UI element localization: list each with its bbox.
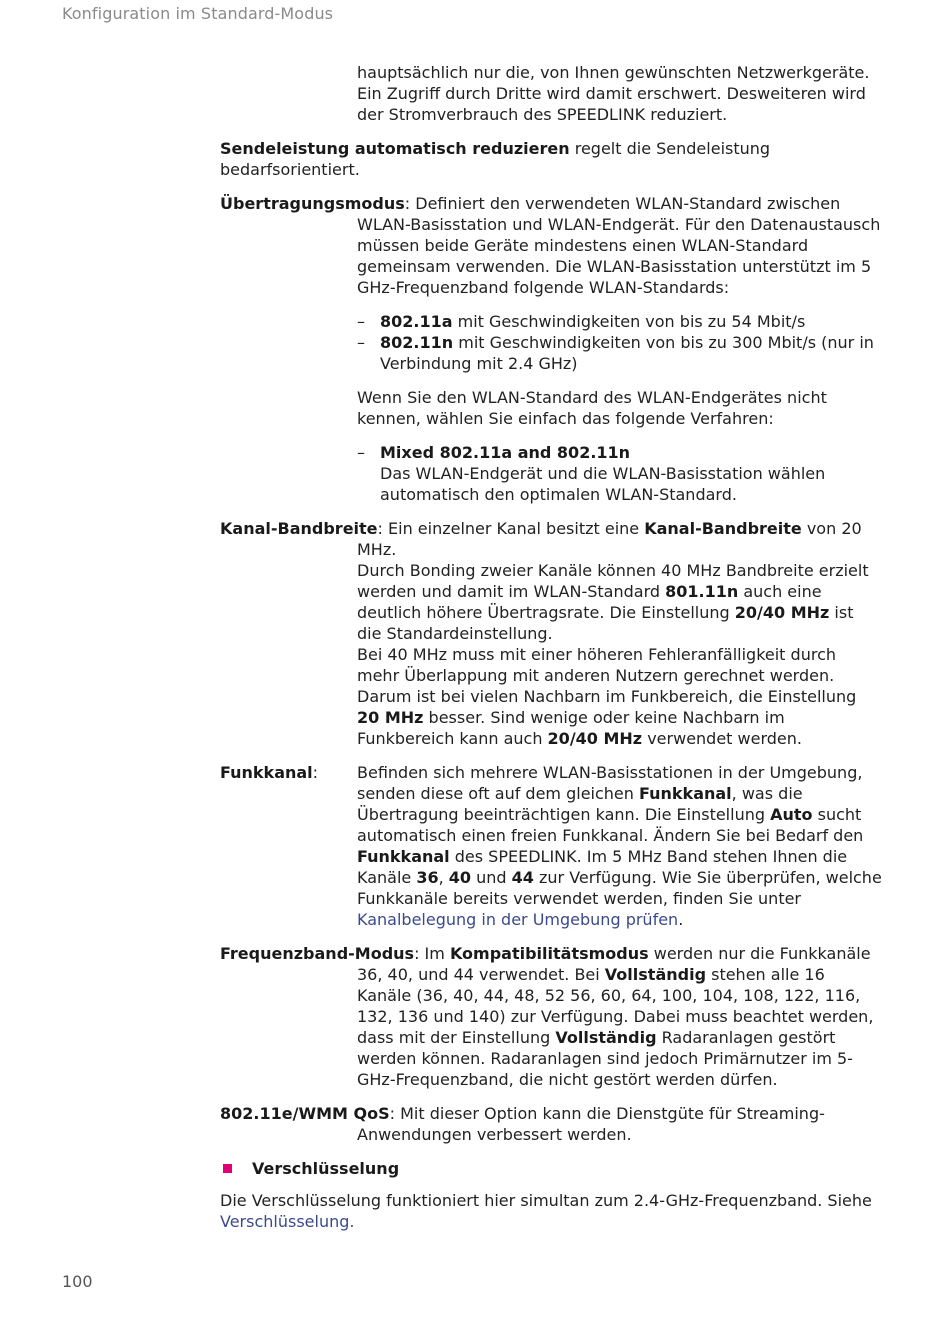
- heading-text: Verschlüsselung: [252, 1159, 400, 1178]
- kanal-bandbreite-40mhz: [220, 644, 882, 749]
- bold-span: Vollständig: [555, 1028, 657, 1047]
- uebertragungsmodus-text: : Definiert den verwendeten WLAN-Standard zwischen WLAN-Basisstation und WLAN-Endgerät. Für den Datenaustausch müssen beide Geräte mindestens einen WLAN-Standard gemeinsam verwenden. Die WLAN-Basisstation unterstützt im 5 GHz-Frequenzband folgende WLAN-Standards:: [357, 194, 881, 297]
- text-span: von 20 MHz.: [357, 519, 862, 559]
- text-span: zur Verfügung. Wie Sie überprüfen, welche Funkkanäle bereits verwendet werden, finden Sie unter: [357, 868, 882, 908]
- term-kanal-bandbreite: Kanal-Bandbreite: [220, 519, 378, 538]
- frequenzband-paragraph: [220, 943, 882, 1090]
- intro-paragraph: hauptsächlich nur die, von Ihnen gewünschten Netzwerkgeräte. Ein Zugriff durch Dritte wird damit erschwert. Desweiteren wird der Stromverbrauch des SPEEDLINK reduziert.: [357, 63, 870, 124]
- funkkanal-body: [357, 762, 882, 930]
- text-span: ,: [438, 868, 449, 887]
- term-mixed: Mixed 802.11a and 802.11n: [380, 443, 631, 462]
- kanal-bandbreite-paragraph: [220, 518, 882, 560]
- running-header: Konfiguration im Standard-Modus: [62, 4, 334, 23]
- mixed-list: [357, 442, 882, 505]
- text-span: Die Verschlüsselung funktioniert hier simultan zum 2.4-GHz-Frequenzband. Siehe: [220, 1191, 872, 1210]
- bold-span: 44: [511, 868, 534, 887]
- list-item-text: mit Geschwindigkeiten von bis zu 54 Mbit/s: [452, 312, 806, 331]
- bold-span: 20/40 MHz: [734, 603, 830, 622]
- bold-span: Funkkanal: [639, 784, 732, 803]
- verschluesselung-link[interactable]: Verschlüsselung.: [220, 1212, 355, 1231]
- wlan-standards-list: [357, 311, 882, 374]
- bold-span: 36: [416, 868, 439, 887]
- kanalbelegung-link[interactable]: Kanalbelegung in der Umgebung prüfen: [357, 910, 679, 929]
- text-span: , was die Übertragung beeinträchtigen kann. Die Einstellung: [357, 784, 803, 824]
- bold-span: 20/40 MHz: [547, 729, 643, 748]
- list-item: [357, 332, 882, 374]
- text-span: verwendet werden.: [642, 729, 802, 748]
- text-span: :: [312, 763, 319, 782]
- text-span: : Ein einzelner Kanal besitzt eine: [377, 519, 645, 538]
- text-span: .: [678, 910, 684, 929]
- wmm-paragraph: [220, 1103, 882, 1145]
- bold-span: Kompatibilitätsmodus: [449, 944, 649, 963]
- bold-span: Kanal-Bandbreite: [644, 519, 802, 538]
- term-wmm: 802.11e/WMM QoS: [220, 1104, 390, 1123]
- bold-span: Auto: [770, 805, 813, 824]
- text-span: besser. Sind wenige oder keine Nachbarn im Funkbereich kann auch: [357, 708, 785, 748]
- list-item: [357, 442, 882, 505]
- bold-span: 40: [448, 868, 472, 887]
- bullet-square-icon: [223, 1164, 232, 1173]
- text-span: : Im: [414, 944, 450, 963]
- term-frequenzband: Frequenzband-Modus: [220, 944, 415, 963]
- text-span: sucht automatisch einen freien Funkkanal. Ändern Sie bei Bedarf den: [357, 805, 864, 845]
- section-heading-verschluesselung: [220, 1158, 882, 1179]
- term-80211n: 802.11n: [380, 333, 454, 352]
- term-80211a: 802.11a: [380, 312, 453, 331]
- list-item: [357, 311, 882, 332]
- mixed-text: Das WLAN-Endgerät und die WLAN-Basisstation wählen automatisch den optimalen WLAN-Standard.: [380, 464, 826, 504]
- sendeleistung-paragraph: [220, 138, 882, 180]
- text-span: des SPEEDLINK. Im 5 MHz Band stehen Ihnen die Kanäle: [357, 847, 848, 887]
- uebertragungsmodus-paragraph: [220, 193, 882, 298]
- text-span: auch eine deutlich höhere Übertragsrate. Die Einstellung: [357, 582, 822, 622]
- page-content: [220, 62, 882, 1232]
- term-sendeleistung: Sendeleistung automatisch reduzieren: [220, 139, 570, 158]
- text-span: Befinden sich mehrere WLAN-Basisstationen in der Umgebung, senden diese oft auf dem gleichen: [357, 763, 863, 803]
- text-span: Bei 40 MHz muss mit einer höheren Fehleranfälligkeit durch mehr Überlappung mit anderen Nutzern gerechnet werden. Darum ist bei vielen Nachbarn im Funkbereich, die Einstellung: [357, 645, 857, 706]
- bold-span: Vollständig: [604, 965, 707, 984]
- funkkanal-label: [220, 762, 357, 930]
- text-span: werden nur die Funkkanäle 36, 40, und 44 verwendet. Bei: [357, 944, 871, 984]
- bold-span: Funkkanal: [357, 847, 450, 866]
- sendeleistung-text: regelt die Sendeleistung bedarfsorientiert.: [220, 139, 771, 179]
- term-uebertragungsmodus: Übertragungsmodus: [220, 194, 405, 213]
- standard-note: Wenn Sie den WLAN-Standard des WLAN-Endgerätes nicht kennen, wählen Sie einfach das folgende Verfahren:: [357, 388, 827, 428]
- text-span: ist die Standardeinstellung.: [357, 603, 854, 643]
- kanal-bandbreite-bonding: [220, 560, 882, 644]
- text-span: Radaranlagen gestört werden können. Radaranlagen sind jedoch Primärnutzer im 5-GHz-Frequenzband, die nicht gestört werden dürfen.: [357, 1028, 853, 1089]
- funkkanal-section: [220, 762, 882, 930]
- page-number: 100: [62, 1272, 93, 1291]
- bold-span: 20 MHz: [357, 708, 424, 727]
- verschluesselung-paragraph: [220, 1190, 882, 1232]
- list-item-text: mit Geschwindigkeiten von bis zu 300 Mbit/s (nur in Verbindung mit 2.4 GHz): [380, 333, 874, 373]
- text-span: stehen alle 16 Kanäle (36, 40, 44, 48, 52 56, 60, 64, 100, 104, 108, 122, 116, 132, 136 und 140) zur Verfügung. Dabei muss beachtet werden, dass mit der Einstellung: [357, 965, 874, 1047]
- bold-span: 801.11n: [665, 582, 739, 601]
- text-span: Durch Bonding zweier Kanäle können 40 MHz Bandbreite erzielt werden und damit im WLAN-Standard: [357, 561, 869, 601]
- term-funkkanal: Funkkanal: [220, 763, 313, 782]
- text-span: und: [471, 868, 512, 887]
- text-span: : Mit dieser Option kann die Dienstgüte für Streaming-Anwendungen verbessert werden.: [357, 1104, 825, 1144]
